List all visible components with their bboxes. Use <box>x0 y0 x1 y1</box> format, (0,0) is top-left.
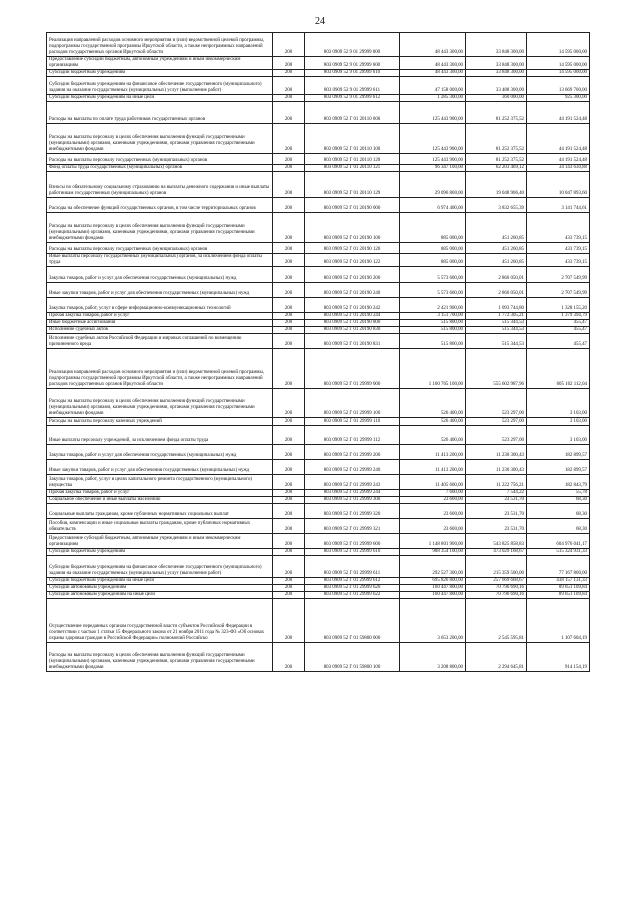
table-row <box>47 198 590 213</box>
row-remaining-amount-cell: 914 154,19 <box>527 643 590 672</box>
row-remaining-amount-cell: 77 167 800,00 <box>527 556 590 578</box>
row-name-cell: Субсидии автономным учреждениям <box>47 585 273 592</box>
row-owner-code-cell: 200 <box>273 313 305 320</box>
row-plan-amount-cell: 1 148 801 900,00 <box>400 534 466 549</box>
row-executed-amount-cell: 1 093 744,80 <box>466 298 527 313</box>
row-executed-amount-cell: 215 359 500,00 <box>466 556 527 578</box>
row-name-cell: Иные выплаты персоналу государственных (муниципальных) органов, за исключением фонда оплаты труда <box>47 254 273 267</box>
row-executed-amount-cell: 523 297,00 <box>466 389 527 418</box>
row-plan-amount-cell: 23 600,00 <box>400 519 466 534</box>
table-row <box>47 585 590 592</box>
row-budget-code-cell: 803 0909 52 Г 01 29999 611 <box>305 556 400 578</box>
row-remaining-amount-cell: 182 899,57 <box>527 460 590 475</box>
row-executed-amount-cell: 451 260,85 <box>466 254 527 267</box>
row-remaining-amount-cell: 1 328 155,20 <box>527 298 590 313</box>
row-owner-code-cell: 200 <box>273 556 305 578</box>
row-plan-amount-cell: 885 000,00 <box>400 213 466 243</box>
row-budget-code-cell: 803 0909 52 Г 01 29999 622 <box>305 592 400 599</box>
row-name-cell: Социальное обеспечение и иные выплаты населению <box>47 497 273 504</box>
table-row <box>47 599 590 643</box>
row-remaining-amount-cell: 68,30 <box>527 519 590 534</box>
row-executed-amount-cell: 2 866 050,01 <box>466 267 527 283</box>
row-executed-amount-cell: 81 252 375,52 <box>466 124 527 154</box>
row-name-cell: Исполнение судебных актов <box>47 327 273 334</box>
row-remaining-amount-cell: 34 143 630,88 <box>527 165 590 172</box>
row-plan-amount-cell: 526 400,00 <box>400 389 466 418</box>
row-remaining-amount-cell: 433 739,15 <box>527 243 590 254</box>
table-row <box>47 556 590 578</box>
row-owner-code-cell: 200 <box>273 426 305 445</box>
row-remaining-amount-cell: 3 103,00 <box>527 389 590 418</box>
table-row <box>47 549 590 556</box>
row-name-cell: Субсидии бюджетным учреждениям <box>47 549 273 556</box>
row-name-cell: Закупка товаров, работ и услуг для обеспечения государственных (муниципальных) нужд <box>47 445 273 460</box>
table-row <box>47 165 590 172</box>
row-executed-amount-cell: 19 048 906,40 <box>466 172 527 198</box>
row-budget-code-cell: 803 0909 52 Г 01 29999 320 <box>305 504 400 519</box>
table-row <box>47 349 590 389</box>
row-executed-amount-cell: 2 545 595,81 <box>466 599 527 643</box>
row-owner-code-cell: 200 <box>273 33 305 57</box>
row-name-cell: Иные закупки товаров, работ и услуг для обеспечения государственных (муниципальных) нужд <box>47 460 273 475</box>
row-owner-code-cell: 200 <box>273 95 305 102</box>
row-budget-code-cell: 803 0909 52 Г 01 29999 321 <box>305 519 400 534</box>
row-name-cell: Закупка товаров, работ, услуг в сфере информационно-коммуникационных технологий <box>47 298 273 313</box>
row-remaining-amount-cell: 55,78 <box>527 490 590 497</box>
row-remaining-amount-cell: 68,30 <box>527 504 590 519</box>
row-executed-amount-cell: 2 866 050,01 <box>466 283 527 298</box>
row-name-cell: Пособия, компенсации и иные социальные выплаты гражданам, кроме публичных нормативных обязательств <box>47 519 273 534</box>
row-remaining-amount-cell: 3 103,00 <box>527 426 590 445</box>
row-executed-amount-cell: 23 531,70 <box>466 504 527 519</box>
row-remaining-amount-cell: 455,47 <box>527 334 590 349</box>
row-budget-code-cell: 803 0909 52 Г 01 20110 129 <box>305 172 400 198</box>
row-owner-code-cell: 200 <box>273 298 305 313</box>
row-executed-amount-cell: 33 488 300,00 <box>466 77 527 95</box>
table-row <box>47 267 590 283</box>
row-budget-code-cell: 803 0909 52 9 01 29999 610 <box>305 70 400 77</box>
row-name-cell: Взносы по обязательному социальному страхованию на выплаты денежного содержания и иные выплаты работникам государственных (муниципальных) органов <box>47 172 273 198</box>
row-remaining-amount-cell: 3 141 744,61 <box>527 198 590 213</box>
row-owner-code-cell: 200 <box>273 534 305 549</box>
row-owner-code-cell: 200 <box>273 198 305 213</box>
row-budget-code-cell: 803 0909 52 Г 01 59800 000 <box>305 599 400 643</box>
row-budget-code-cell: 803 0909 52 9 01 29999 612 <box>305 95 400 102</box>
row-remaining-amount-cell: 604 976 041,17 <box>527 534 590 549</box>
row-executed-amount-cell: 515 344,53 <box>466 320 527 327</box>
row-name-cell: Реализация направлений расходов основного мероприятия и (или) ведомственной целевой программы, подпрограммы государственной программы Иркутской области, а также непрограммных направлений расходов государственных органов Иркутской области <box>47 349 273 389</box>
row-owner-code-cell: 200 <box>273 327 305 334</box>
row-executed-amount-cell: 523 297,00 <box>466 418 527 426</box>
table-row <box>47 643 590 672</box>
row-remaining-amount-cell: 89 651 109,84 <box>527 585 590 592</box>
row-owner-code-cell: 200 <box>273 549 305 556</box>
table-row <box>47 426 590 445</box>
row-remaining-amount-cell: 182 843,79 <box>527 475 590 490</box>
budget-execution-table <box>46 32 590 672</box>
row-executed-amount-cell: 33 848 300,00 <box>466 57 527 70</box>
table-row <box>47 254 590 267</box>
row-budget-code-cell: 803 0909 52 Г 01 29999 200 <box>305 445 400 460</box>
row-executed-amount-cell: 81 252 375,52 <box>466 102 527 124</box>
row-owner-code-cell: 200 <box>273 213 305 243</box>
table-row <box>47 497 590 504</box>
table-row <box>47 154 590 165</box>
row-plan-amount-cell: 526 400,00 <box>400 418 466 426</box>
row-executed-amount-cell: 33 848 300,00 <box>466 33 527 57</box>
row-owner-code-cell: 200 <box>273 154 305 165</box>
row-budget-code-cell: 803 0909 52 9 01 29999 611 <box>305 77 400 95</box>
row-budget-code-cell: 803 0909 52 Г 01 29999 620 <box>305 585 400 592</box>
row-executed-amount-cell: 81 252 375,52 <box>466 154 527 165</box>
row-name-cell: Прочая закупка товаров, работ и услуг <box>47 490 273 497</box>
row-budget-code-cell: 803 0909 52 Г 01 29999 100 <box>305 389 400 418</box>
row-owner-code-cell: 200 <box>273 504 305 519</box>
table-row <box>47 327 590 334</box>
row-budget-code-cell: 803 0909 52 Г 01 29999 244 <box>305 490 400 497</box>
row-budget-code-cell: 803 0909 52 Г 01 29999 240 <box>305 460 400 475</box>
row-executed-amount-cell: 523 297,00 <box>466 426 527 445</box>
row-plan-amount-cell: 125 443 900,00 <box>400 102 466 124</box>
row-owner-code-cell: 200 <box>273 585 305 592</box>
row-owner-code-cell: 200 <box>273 283 305 298</box>
row-budget-code-cell: 803 0909 52 Г 01 20190 800 <box>305 320 400 327</box>
row-budget-code-cell: 803 0909 52 Г 01 29999 243 <box>305 475 400 490</box>
row-executed-amount-cell: 3 832 655,39 <box>466 198 527 213</box>
row-remaining-amount-cell: 3 103,00 <box>527 418 590 426</box>
row-plan-amount-cell: 6 974 400,00 <box>400 198 466 213</box>
row-owner-code-cell: 200 <box>273 349 305 389</box>
table-row <box>47 504 590 519</box>
row-executed-amount-cell: 360 000,00 <box>466 95 527 102</box>
table-row <box>47 70 590 77</box>
row-remaining-amount-cell: 455,47 <box>527 320 590 327</box>
row-remaining-amount-cell: 438 157 131,33 <box>527 578 590 585</box>
row-name-cell: Расходы на выплаты персоналу в целях обеспечения выполнения функций государственными (муниципальными) органами, казенными учреждениями, органами управления государственными внебюджетными фондами <box>47 213 273 243</box>
row-owner-code-cell: 200 <box>273 70 305 77</box>
row-plan-amount-cell: 695 826 800,00 <box>400 578 466 585</box>
row-plan-amount-cell: 5 573 600,00 <box>400 267 466 283</box>
row-budget-code-cell: 803 0909 52 Г 01 29999 000 <box>305 349 400 389</box>
row-budget-code-cell: 803 0909 52 Г 01 20110 100 <box>305 124 400 154</box>
row-plan-amount-cell: 48 443 300,00 <box>400 57 466 70</box>
row-owner-code-cell: 200 <box>273 334 305 349</box>
row-owner-code-cell: 200 <box>273 460 305 475</box>
row-name-cell: Расходы на выплаты персоналу государственных (муниципальных) органов <box>47 154 273 165</box>
row-remaining-amount-cell: 44 191 524,48 <box>527 124 590 154</box>
row-owner-code-cell: 200 <box>273 445 305 460</box>
row-plan-amount-cell: 3 208 800,00 <box>400 643 466 672</box>
row-executed-amount-cell: 62 203 469,12 <box>466 165 527 172</box>
row-budget-code-cell: 803 0909 52 9 01 29999 600 <box>305 57 400 70</box>
table-row <box>47 283 590 298</box>
row-plan-amount-cell: 11 405 600,00 <box>400 475 466 490</box>
row-budget-code-cell: 803 0909 52 Г 01 20190 242 <box>305 298 400 313</box>
table-row <box>47 298 590 313</box>
table-row <box>47 418 590 426</box>
table-row <box>47 475 590 490</box>
row-budget-code-cell: 803 0909 52 Г 01 20190 100 <box>305 213 400 243</box>
row-remaining-amount-cell: 433 739,15 <box>527 254 590 267</box>
row-executed-amount-cell: 23 531,70 <box>466 497 527 504</box>
row-plan-amount-cell: 125 443 900,00 <box>400 154 466 165</box>
row-executed-amount-cell: 473 029 168,67 <box>466 549 527 556</box>
row-executed-amount-cell: 11 222 756,21 <box>466 475 527 490</box>
row-owner-code-cell: 200 <box>273 77 305 95</box>
row-plan-amount-cell: 2 421 900,00 <box>400 298 466 313</box>
table-row <box>47 320 590 327</box>
row-remaining-amount-cell: 1 107 604,19 <box>527 599 590 643</box>
row-name-cell: Предоставление субсидий бюджетным, автономным учреждениям и иным некоммерческим организациям <box>47 57 273 70</box>
row-budget-code-cell: 803 0909 52 Г 01 20110 000 <box>305 102 400 124</box>
row-name-cell: Субсидии бюджетным учреждениям на иные цели <box>47 578 273 585</box>
table-row <box>47 243 590 254</box>
row-plan-amount-cell: 515 800,00 <box>400 327 466 334</box>
row-owner-code-cell: 200 <box>273 320 305 327</box>
row-budget-code-cell: 803 0909 52 Г 01 20190 200 <box>305 267 400 283</box>
table-row <box>47 95 590 102</box>
row-name-cell: Субсидии бюджетным учреждениям на финансовое обеспечение государственного (муниципального) задания на оказание государственных (муниципальных) услуг (выполнение работ) <box>47 556 273 578</box>
row-name-cell: Субсидии автономным учреждениям на иные цели <box>47 592 273 599</box>
row-plan-amount-cell: 292 527 300,00 <box>400 556 466 578</box>
row-owner-code-cell: 200 <box>273 599 305 643</box>
row-plan-amount-cell: 48 443 300,00 <box>400 33 466 57</box>
row-owner-code-cell: 200 <box>273 578 305 585</box>
row-executed-amount-cell: 70 796 690,16 <box>466 592 527 599</box>
row-owner-code-cell: 200 <box>273 490 305 497</box>
row-name-cell: Иные выплаты персоналу учреждений, за исключением фонда оплаты труда <box>47 426 273 445</box>
row-remaining-amount-cell: 10 047 893,60 <box>527 172 590 198</box>
row-budget-code-cell: 803 0909 52 Г 01 20110 120 <box>305 154 400 165</box>
row-owner-code-cell: 200 <box>273 243 305 254</box>
row-budget-code-cell: 803 0909 52 Г 01 20190 244 <box>305 313 400 320</box>
row-budget-code-cell: 803 0909 52 Г 01 29999 300 <box>305 497 400 504</box>
row-budget-code-cell: 803 0909 52 Г 01 20190 831 <box>305 334 400 349</box>
row-owner-code-cell: 200 <box>273 389 305 418</box>
row-name-cell: Иные закупки товаров, работ и услуг для обеспечения государственных (муниципальных) нужд <box>47 283 273 298</box>
row-owner-code-cell: 200 <box>273 643 305 672</box>
table-row <box>47 534 590 549</box>
row-remaining-amount-cell: 68,30 <box>527 497 590 504</box>
row-plan-amount-cell: 47 158 000,00 <box>400 77 466 95</box>
row-plan-amount-cell: 526 400,00 <box>400 426 466 445</box>
row-remaining-amount-cell: 14 595 000,00 <box>527 70 590 77</box>
row-plan-amount-cell: 3 151 700,00 <box>400 313 466 320</box>
row-remaining-amount-cell: 2 707 549,99 <box>527 283 590 298</box>
row-owner-code-cell: 200 <box>273 165 305 172</box>
row-plan-amount-cell: 29 096 800,00 <box>400 172 466 198</box>
table-row <box>47 213 590 243</box>
row-name-cell: Субсидии бюджетным учреждениям на финансовое обеспечение государственного (муниципального) задания на оказание государственных (муниципальных) услуг (выполнение работ) <box>47 77 273 95</box>
table-row <box>47 313 590 320</box>
row-executed-amount-cell: 451 260,85 <box>466 243 527 254</box>
row-name-cell: Прочая закупка товаров, работ и услуг <box>47 313 273 320</box>
row-name-cell: Закупка товаров, работ и услуг для обеспечения государственных (муниципальных) нужд <box>47 267 273 283</box>
row-plan-amount-cell: 988 354 100,00 <box>400 549 466 556</box>
row-plan-amount-cell: 7 600,00 <box>400 490 466 497</box>
row-budget-code-cell: 803 0909 52 Г 01 29999 600 <box>305 534 400 549</box>
row-name-cell: Фонд оплаты труда государственных (муниципальных) органов <box>47 165 273 172</box>
row-owner-code-cell: 200 <box>273 592 305 599</box>
row-executed-amount-cell: 70 796 690,16 <box>466 585 527 592</box>
row-remaining-amount-cell: 455,47 <box>527 327 590 334</box>
row-owner-code-cell: 200 <box>273 418 305 426</box>
table-row <box>47 578 590 585</box>
row-remaining-amount-cell: 44 191 524,48 <box>527 102 590 124</box>
row-executed-amount-cell: 257 669 668,67 <box>466 578 527 585</box>
row-budget-code-cell: 803 0909 52 Г 01 20190 122 <box>305 254 400 267</box>
row-remaining-amount-cell: 433 739,15 <box>527 213 590 243</box>
row-executed-amount-cell: 7 544,22 <box>466 490 527 497</box>
row-name-cell: Расходы на обеспечение функций государственных органов, в том числе территориальных органов <box>47 198 273 213</box>
row-plan-amount-cell: 5 573 600,00 <box>400 283 466 298</box>
row-remaining-amount-cell: 1 379 394,79 <box>527 313 590 320</box>
row-remaining-amount-cell: 515 324 931,33 <box>527 549 590 556</box>
row-plan-amount-cell: 125 443 900,00 <box>400 124 466 154</box>
row-owner-code-cell: 200 <box>273 519 305 534</box>
row-name-cell: Расходы на выплаты по оплате труда работников государственных органов <box>47 102 273 124</box>
row-plan-amount-cell: 885 000,00 <box>400 243 466 254</box>
row-executed-amount-cell: 515 344,53 <box>466 327 527 334</box>
row-budget-code-cell: 803 0909 52 Г 01 20190 000 <box>305 198 400 213</box>
row-budget-code-cell: 803 0909 52 Г 01 29999 110 <box>305 418 400 426</box>
row-remaining-amount-cell: 925 300,00 <box>527 95 590 102</box>
row-owner-code-cell: 200 <box>273 497 305 504</box>
row-name-cell: Предоставление субсидий бюджетным, автономным учреждениям и иным некоммерческим организациям <box>47 534 273 549</box>
row-plan-amount-cell: 1 160 765 100,00 <box>400 349 466 389</box>
row-plan-amount-cell: 96 347 100,00 <box>400 165 466 172</box>
table-row <box>47 334 590 349</box>
row-plan-amount-cell: 3 653 200,00 <box>400 599 466 643</box>
table-row <box>47 389 590 418</box>
row-budget-code-cell: 803 0909 52 Г 01 29999 610 <box>305 549 400 556</box>
row-remaining-amount-cell: 182 899,57 <box>527 445 590 460</box>
row-name-cell: Осуществление переданных органам государственной власти субъектов Российской Федерации в соответствии с частью 1 статьи 15 Федерального закона от 21 ноября 2011 года № 323-ФЗ «Об основах охраны здоровья граждан в Российской Федерации» полномочий Российско <box>47 599 273 643</box>
row-executed-amount-cell: 33 848 300,00 <box>466 70 527 77</box>
row-name-cell: Расходы на выплаты персоналу в целях обеспечения выполнения функций государственными (муниципальными) органами, казенными учреждениями, органами управления государственными внебюджетными фондами <box>47 643 273 672</box>
row-owner-code-cell: 200 <box>273 124 305 154</box>
row-name-cell: Исполнение судебных актов Российской Федерации и мировых соглашений по возмещению причиненного вреда <box>47 334 273 349</box>
row-plan-amount-cell: 1 285 300,00 <box>400 95 466 102</box>
row-name-cell: Иные бюджетные ассигнования <box>47 320 273 327</box>
row-executed-amount-cell: 2 294 645,81 <box>466 643 527 672</box>
row-owner-code-cell: 200 <box>273 475 305 490</box>
row-plan-amount-cell: 23 600,00 <box>400 504 466 519</box>
row-name-cell: Расходы на выплаты персоналу в целях обеспечения выполнения функций государственными (муниципальными) органами, казенными учреждениями, органами управления государственными внебюджетными фондами <box>47 389 273 418</box>
row-name-cell: Субсидии бюджетным учреждениям на иные цели <box>47 95 273 102</box>
row-executed-amount-cell: 11 230 300,43 <box>466 445 527 460</box>
row-plan-amount-cell: 11 413 200,00 <box>400 460 466 475</box>
row-remaining-amount-cell: 89 651 109,84 <box>527 592 590 599</box>
row-remaining-amount-cell: 14 595 000,00 <box>527 57 590 70</box>
row-name-cell: Расходы на выплаты персоналу казенных учреждений <box>47 418 273 426</box>
row-owner-code-cell: 200 <box>273 172 305 198</box>
table-row <box>47 33 590 57</box>
row-budget-code-cell: 803 0909 52 Г 01 20190 240 <box>305 283 400 298</box>
row-plan-amount-cell: 515 800,00 <box>400 320 466 327</box>
row-name-cell: Социальные выплаты гражданам, кроме публичных нормативных социальных выплат <box>47 504 273 519</box>
table-row <box>47 519 590 534</box>
table-row <box>47 592 590 599</box>
row-plan-amount-cell: 48 443 300,00 <box>400 70 466 77</box>
row-executed-amount-cell: 555 602 987,96 <box>466 349 527 389</box>
row-owner-code-cell: 200 <box>273 57 305 70</box>
row-executed-amount-cell: 1 772 305,21 <box>466 313 527 320</box>
row-plan-amount-cell: 160 447 800,00 <box>400 592 466 599</box>
table-row <box>47 124 590 154</box>
row-remaining-amount-cell: 2 707 549,99 <box>527 267 590 283</box>
row-remaining-amount-cell: 605 162 112,04 <box>527 349 590 389</box>
table-body <box>47 33 590 672</box>
table-row <box>47 77 590 95</box>
row-budget-code-cell: 803 0909 52 9 01 29999 000 <box>305 33 400 57</box>
row-name-cell: Реализация направлений расходов основного мероприятия и (или) ведомственной целевой программы, подпрограммы государственной программы Иркутской области, а также непрограммных направлений расходов государственных органов Иркутской области <box>47 33 273 57</box>
row-plan-amount-cell: 885 000,00 <box>400 254 466 267</box>
row-owner-code-cell: 200 <box>273 102 305 124</box>
row-budget-code-cell: 803 0909 52 Г 01 59800 100 <box>305 643 400 672</box>
table-row <box>47 102 590 124</box>
page-number: 24 <box>315 16 325 27</box>
row-name-cell: Расходы на выплаты персоналу государственных (муниципальных) органов <box>47 243 273 254</box>
row-budget-code-cell: 803 0909 52 Г 01 29999 612 <box>305 578 400 585</box>
row-executed-amount-cell: 23 531,70 <box>466 519 527 534</box>
row-executed-amount-cell: 515 344,53 <box>466 334 527 349</box>
row-budget-code-cell: 803 0909 52 Г 01 20190 120 <box>305 243 400 254</box>
table-row <box>47 445 590 460</box>
table-row <box>47 460 590 475</box>
row-name-cell: Закупка товаров, работ, услуг в целях капитального ремонта государственного (муниципального) имущества <box>47 475 273 490</box>
row-executed-amount-cell: 451 260,85 <box>466 213 527 243</box>
row-owner-code-cell: 200 <box>273 254 305 267</box>
table-row <box>47 172 590 198</box>
row-name-cell: Расходы на выплаты персоналу в целях обеспечения выполнения функций государственными (муниципальными) органами, казенными учреждениями, органами управления государственными внебюджетными фондами <box>47 124 273 154</box>
row-remaining-amount-cell: 13 669 700,00 <box>527 77 590 95</box>
row-plan-amount-cell: 515 800,00 <box>400 334 466 349</box>
row-remaining-amount-cell: 14 595 000,00 <box>527 33 590 57</box>
row-executed-amount-cell: 11 230 300,43 <box>466 460 527 475</box>
row-budget-code-cell: 803 0909 52 Г 01 29999 112 <box>305 426 400 445</box>
table-row <box>47 490 590 497</box>
row-plan-amount-cell: 11 413 200,00 <box>400 445 466 460</box>
table-row <box>47 57 590 70</box>
row-owner-code-cell: 200 <box>273 267 305 283</box>
row-plan-amount-cell: 23 600,00 <box>400 497 466 504</box>
row-budget-code-cell: 803 0909 52 Г 01 20190 830 <box>305 327 400 334</box>
row-executed-amount-cell: 543 825 858,83 <box>466 534 527 549</box>
row-name-cell: Субсидии бюджетным учреждениям <box>47 70 273 77</box>
row-budget-code-cell: 803 0909 52 Г 01 20110 121 <box>305 165 400 172</box>
row-plan-amount-cell: 160 447 800,00 <box>400 585 466 592</box>
row-remaining-amount-cell: 44 191 524,48 <box>527 154 590 165</box>
